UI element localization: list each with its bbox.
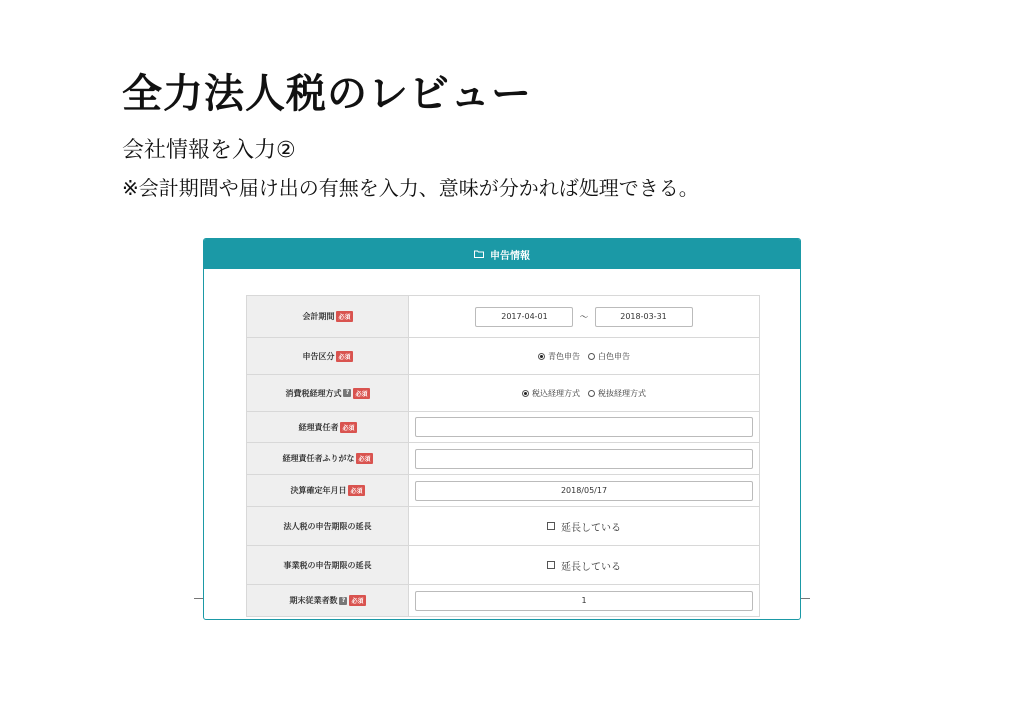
help-icon[interactable]: ?: [339, 597, 347, 605]
employee-count-input[interactable]: 1: [415, 591, 753, 611]
radio-tax-inclusive[interactable]: [522, 388, 580, 399]
label-text: 決算確定年月日: [290, 486, 347, 495]
row-filing-type: [247, 338, 759, 375]
row-corporate-tax-extension: [247, 507, 759, 546]
radio-blue-filing[interactable]: [538, 351, 580, 362]
slide-note: ※会計期間や届け出の有無を入力、意味が分かれば処理できる。: [122, 176, 699, 200]
fiscal-end-input[interactable]: 2018-03-31: [595, 307, 693, 327]
label-text: 経理責任者: [298, 422, 339, 432]
period-separator: ～: [579, 313, 589, 323]
folder-icon: [474, 250, 484, 258]
corporate-tax-extension-checkbox[interactable]: [547, 519, 621, 534]
row-accounting-manager: [247, 412, 759, 443]
slide-subtitle: 会社情報を入力②: [122, 138, 296, 163]
required-badge: 必須: [348, 485, 364, 496]
radio-white-filing[interactable]: [588, 351, 630, 362]
accounting-manager-kana-input[interactable]: [415, 449, 753, 469]
label-accounting-manager-kana: [247, 443, 409, 474]
checkbox-icon: [547, 522, 555, 530]
checkbox-icon: [547, 561, 555, 569]
radio-unselected-icon: [588, 353, 595, 360]
fiscal-start-input[interactable]: 2017-04-01: [475, 307, 573, 327]
field-enterprise-tax-extension: [409, 546, 759, 584]
label-text: 経理責任者ふりがな: [282, 454, 355, 463]
enterprise-tax-extension-checkbox[interactable]: [547, 558, 621, 573]
filing-form: [246, 295, 760, 617]
label-accounting-manager: [247, 412, 409, 442]
field-consumption-tax: [409, 375, 759, 411]
row-fiscal-period: [247, 296, 759, 338]
radio-unselected-icon: [588, 390, 595, 397]
label-fiscal-period: [247, 296, 409, 337]
label-text: 申告区分: [302, 351, 335, 361]
required-badge: 必須: [349, 595, 365, 606]
row-consumption-tax: [247, 375, 759, 412]
field-settlement-date: [409, 475, 759, 506]
required-badge: 必須: [356, 453, 372, 464]
radio-tax-exclusive[interactable]: [588, 388, 646, 399]
field-employee-count: [409, 585, 759, 616]
checkbox-label: 延長している: [561, 561, 621, 573]
field-fiscal-period: [409, 296, 759, 337]
settlement-date-input[interactable]: 2018/05/17: [415, 481, 753, 501]
consumption-tax-radios: [518, 388, 650, 399]
radio-selected-icon: [538, 353, 545, 360]
row-settlement-date: [247, 475, 759, 507]
radio-label: 税抜経理方式: [598, 388, 646, 398]
row-employee-count: [247, 585, 759, 617]
slide-title: 全力法人税のレビュー: [122, 71, 532, 117]
label-employee-count: [247, 585, 409, 616]
panel-title: 申告情報: [490, 250, 530, 262]
required-badge: 必須: [353, 388, 369, 399]
label-enterprise-tax-extension: [247, 546, 409, 584]
row-enterprise-tax-extension: [247, 546, 759, 585]
filing-info-panel: [203, 238, 801, 620]
required-badge: 必須: [340, 422, 356, 433]
label-text: 消費税経理方式: [285, 388, 342, 398]
screenshot-frame: [194, 236, 810, 605]
label-text: 期末従業者数: [289, 596, 338, 605]
field-filing-type: [409, 338, 759, 374]
label-filing-type: [247, 338, 409, 374]
label-text: 法人税の申告期限の延長: [283, 521, 372, 531]
checkbox-label: 延長している: [561, 522, 621, 534]
panel-header: [204, 239, 800, 269]
field-accounting-manager: [409, 412, 759, 442]
label-settlement-date: [247, 475, 409, 506]
required-badge: 必須: [336, 311, 352, 322]
label-text: 事業税の申告期限の延長: [283, 560, 372, 570]
help-icon[interactable]: ?: [343, 389, 351, 397]
label-consumption-tax: [247, 375, 409, 411]
radio-label: 税込経理方式: [532, 388, 580, 398]
field-corporate-tax-extension: [409, 507, 759, 545]
filing-type-radios: [534, 351, 634, 362]
radio-selected-icon: [522, 390, 529, 397]
accounting-manager-input[interactable]: [415, 417, 753, 437]
label-text: 会計期間: [302, 312, 335, 321]
field-accounting-manager-kana: [409, 443, 759, 474]
radio-label: 青色申告: [548, 351, 580, 361]
label-corporate-tax-extension: [247, 507, 409, 545]
radio-label: 白色申告: [598, 351, 630, 361]
required-badge: 必須: [336, 351, 352, 362]
row-accounting-manager-kana: [247, 443, 759, 475]
